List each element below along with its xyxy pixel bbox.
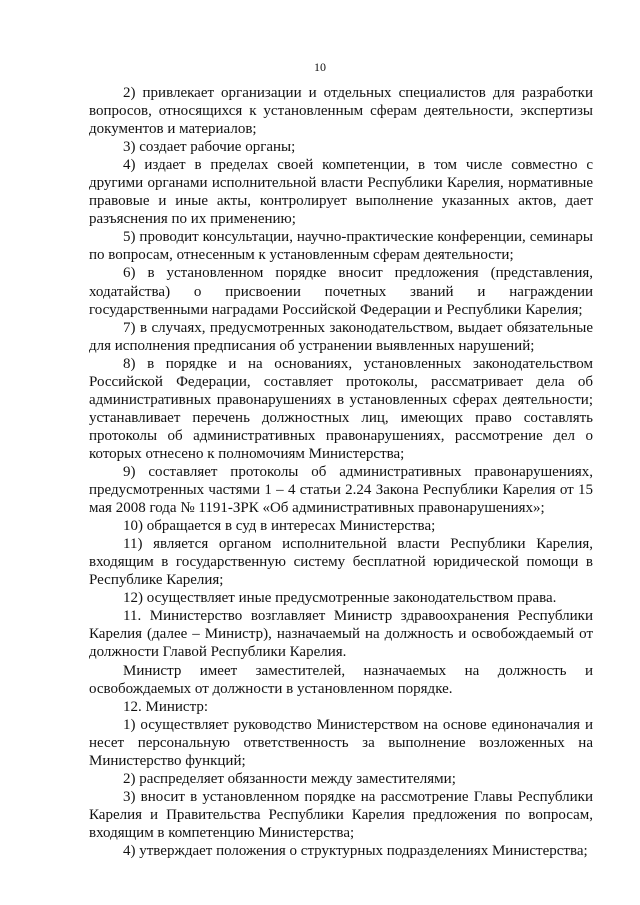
paragraph: 5) проводит консультации, научно-практические конференции, семинары по вопросам, отнесенным к установленным сферам деятельности;: [89, 229, 593, 264]
paragraph: 4) издает в пределах своей компетенции, в том числе совместно с другими органами исполнительной власти Республики Карелия, нормативные правовые и иные акты, контролирует выполнение указанных актов, дает разъяснения по их применению;: [89, 157, 593, 228]
paragraph: 7) в случаях, предусмотренных законодательством, выдает обязательные для исполнения предписания об устранении выявленных нарушений;: [89, 319, 593, 354]
paragraph: 8) в порядке и на основаниях, установленных законодательством Российской Федерации, составляет протоколы, рассматривает дела об административных правонарушениях в установленных сферах деятельности; устанавливает перечень должностных лиц, имеющих право составлять протоколы об административных правонарушениях, рассмотрение дел о которых отнесено к полномочиям Министерства;: [89, 355, 593, 462]
paragraph: 9) составляет протоколы об административных правонарушениях, предусмотренных частями 1 – 4 статьи 2.24 Закона Республики Карелия от 15 мая 2008 года № 1191-ЗРК «Об административных правонарушениях»;: [89, 463, 593, 517]
paragraph: 12. Министр:: [123, 698, 208, 715]
paragraph: 4) утверждает положения о структурных подразделениях Министерства;: [123, 842, 588, 859]
document-body: [89, 84, 593, 860]
paragraph: 2) распределяет обязанности между заместителями;: [123, 770, 456, 787]
paragraph: 3) вносит в установленном порядке на рассмотрение Главы Республики Карелия и Правительства Республики Карелия предложения по вопросам, входящим в компетенцию Министерства;: [89, 788, 593, 841]
paragraph: 12) осуществляет иные предусмотренные законодательством права.: [123, 590, 557, 607]
paragraph: 3) создает рабочие органы;: [123, 139, 296, 156]
paragraph: 10) обращается в суд в интересах Министерства;: [123, 518, 436, 535]
paragraph: Министр имеет заместителей, назначаемых на должность и освобождаемых от должности в установленном порядке.: [89, 662, 593, 697]
paragraph: 6) в установленном порядке вносит предложения (представления, ходатайства) о присвоении почетных званий и награждении государственными наградами Российской Федерации и Республики Карелия;: [89, 265, 593, 318]
paragraph: 11. Министерство возглавляет Министр здравоохранения Республики Карелия (далее – Министр), назначаемый на должность и освобождаемый от должности Главой Республики Карелия.: [89, 608, 593, 661]
paragraph: 2) привлекает организации и отдельных специалистов для разработки вопросов, относящихся к установленным сферам деятельности, экспертизы документов и материалов;: [89, 85, 593, 138]
paragraph: 1) осуществляет руководство Министерством на основе единоначалия и несет персональную ответственность за выполнение возложенных на Министерство функций;: [89, 716, 593, 769]
paragraph: 11) является органом исполнительной власти Республики Карелия, входящим в государственную систему бесплатной юридической помощи в Республике Карелия;: [89, 536, 593, 589]
page-number: 10: [314, 60, 326, 74]
